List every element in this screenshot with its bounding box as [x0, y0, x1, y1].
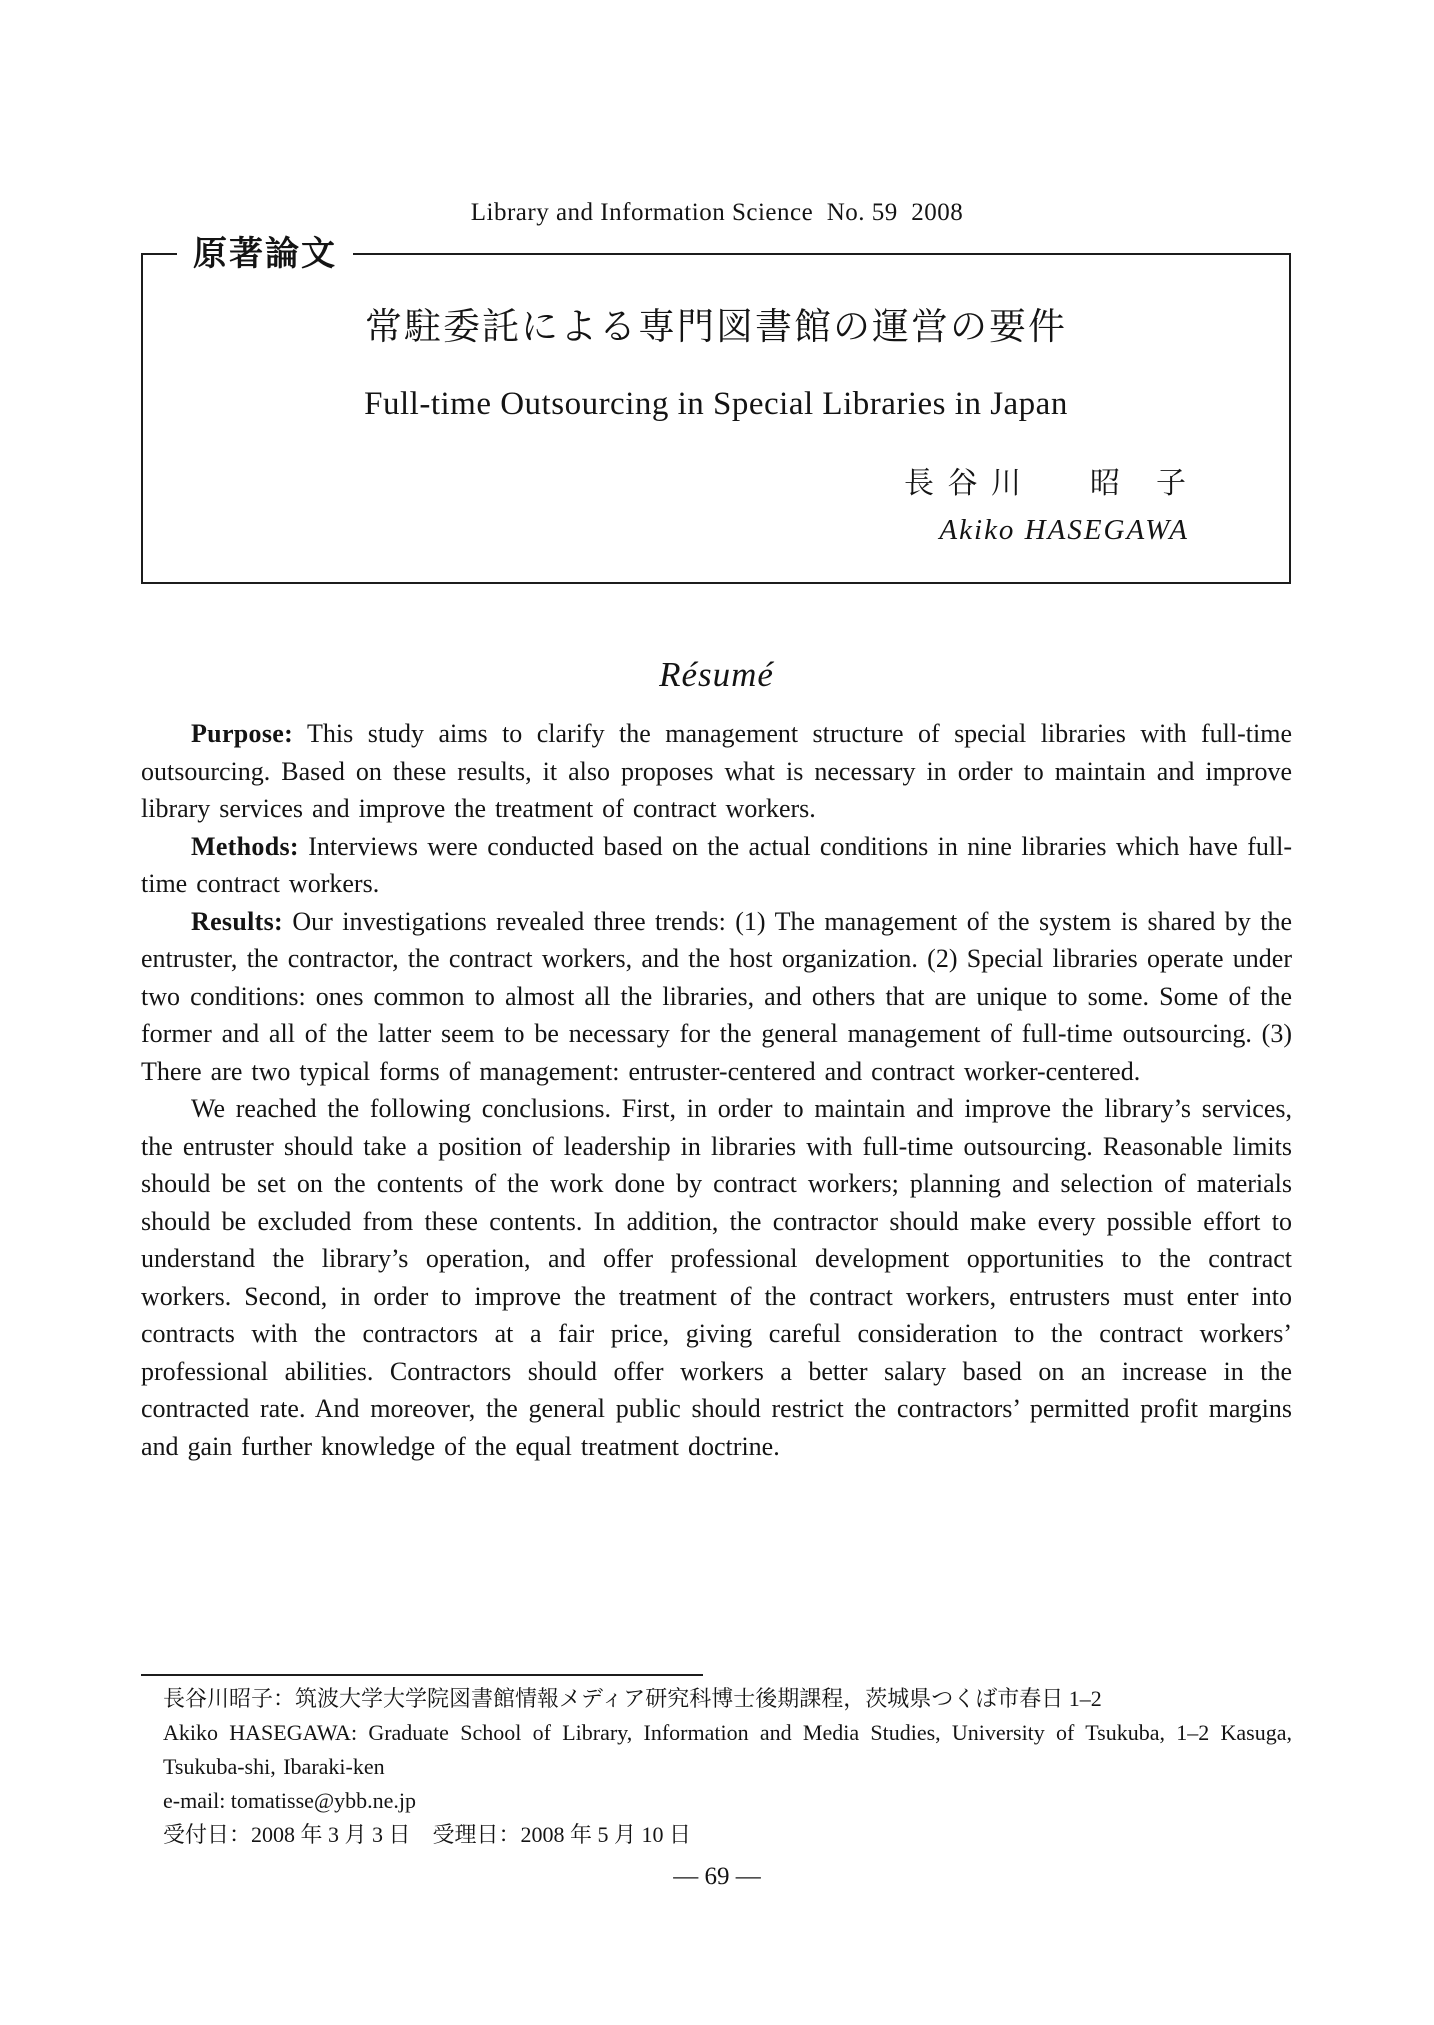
article-title-en: Full-time Outsourcing in Special Libraries in Japan — [364, 386, 1068, 422]
footnote-text — [141, 1682, 1292, 1852]
resume-paragraph-results — [141, 903, 1292, 1091]
page-number: — 69 — — [673, 1863, 761, 1890]
results-text: Our investigations revealed three trends: (1) The management of the system is shared by the entruster, the contractor, the contract workers, and the host organization. (2) Special libraries operate under two conditions: ones common to almost all the libraries, and others that are unique to some. Some of the former and all of the latter seem to be necessary for the general management of full-time outsourcing. (3) There are two typical forms of management: entruster-centered and contract worker-centered. — [141, 906, 1292, 1086]
results-label: Results: — [191, 906, 283, 936]
resume-paragraph-methods — [141, 828, 1292, 903]
article-title-ja: 常駐委託による専門図書館の運営の要件 — [365, 307, 1067, 348]
author-name-ja: 長 谷 川 昭 子 — [904, 467, 1189, 500]
methods-text: Interviews were conducted based on the actual conditions in nine libraries which have full-time contract workers. — [141, 831, 1292, 898]
purpose-label: Purpose: — [191, 719, 294, 748]
methods-label: Methods: — [191, 831, 299, 861]
resume-heading: Résumé — [659, 655, 774, 694]
email-line: e-mail: tomatisse@ybb.ne.jp — [163, 1788, 417, 1813]
purpose-text: This study aims to clarify the management structure of special libraries with full-time outsourcing. Based on these results, it also proposes what is necessary in order to maintain and improve library services and improve the treatment of contract workers. — [141, 719, 1292, 823]
resume-paragraph-conclusions — [141, 1090, 1292, 1465]
journal-header: Library and Information Science No. 59 2008 — [470, 199, 964, 226]
affiliation-en: Akiko HASEGAWA: Graduate School of Library, Information and Media Studies, University of Tsukuba, 1–2 Kasuga, Tsukuba-shi, Ibaraki-ken — [163, 1720, 1292, 1779]
affiliation-ja: 長谷川昭子：筑波大学大学院図書館情報メディア研究科博士後期課程，茨城県つくば市春日 1–2 — [163, 1686, 1102, 1711]
author-block — [143, 467, 1289, 547]
title-box — [141, 234, 1291, 584]
resume-section — [141, 652, 1292, 1465]
author-name-en: Akiko HASEGAWA — [939, 514, 1189, 546]
received-accepted-dates: 受付日：2008 年 3 月 3 日 受理日：2008 年 5 月 10 日 — [163, 1822, 692, 1847]
footnote-block — [141, 1674, 1292, 1852]
resume-paragraph-purpose — [141, 715, 1292, 828]
footnote-divider — [141, 1674, 703, 1676]
article-category-label: 原著論文 — [177, 230, 353, 278]
conclusions-text: We reached the following conclusions. First, in order to maintain and improve the library’s services, the entruster should take a position of leadership in libraries with full-time outsourcing. Reasonable limits should be set on the contents of the work done by contract workers; planning and selection of materials should be excluded from these contents. In addition, the contractor should make every possible effort to understand the library’s operation, and offer professional development opportunities to the contract workers. Second, in order to improve the treatment of the contract workers, entrusters must enter into contracts with the contractors at a fair price, giving careful consideration to the contract workers’ professional abilities. Contractors should offer workers a better salary based on an increase in the contracted rate. And moreover, the general public should restrict the contractors’ permitted profit margins and gain further knowledge of the equal treatment doctrine. — [141, 1094, 1292, 1461]
